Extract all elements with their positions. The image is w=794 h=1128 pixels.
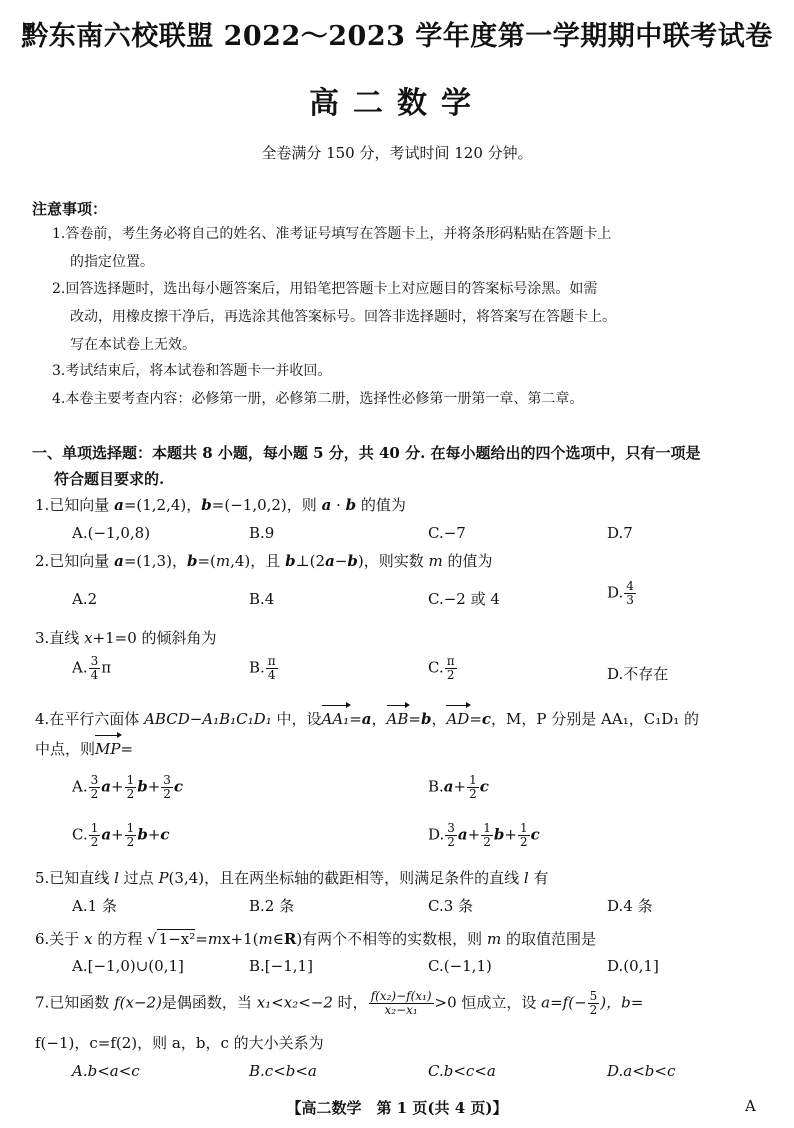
q3-option-c[interactable]: C. $\frac{\pi}{2}$: [428, 654, 455, 682]
question-4: 4.在平行六面体 ABCD−A₁B₁C₁D₁ 中，设AA₁=a，AB=b，AD=c，M，P 分别是 AA₁，C₁D₁ 的: [35, 710, 700, 728]
q2-option-b[interactable]: B.4: [249, 590, 275, 608]
q6-option-a[interactable]: A.[−1,0)∪(0,1]: [72, 957, 184, 975]
question-6: 6.关于 x 的方程 √ 1−x²=mx+1(m∈R)有两个不相等的实数根，则 m 的取值范围是: [35, 930, 596, 948]
q2-option-a[interactable]: A.2: [72, 590, 98, 608]
question-1: 1.已知向量 a=(1,2,4)，b=(−1,0,2)，则 a · b 的值为: [35, 496, 406, 514]
section-line-1: 一、单项选择题：本题共 8 小题，每小题 5 分，共 40 分. 在每小题给出的四个选项中，只有一项是: [32, 444, 701, 462]
q5-option-c[interactable]: C.3 条: [428, 897, 474, 915]
section-line-2: 符合题目要求的.: [54, 470, 165, 488]
q7-option-c[interactable]: C.b<c<a: [428, 1062, 496, 1080]
q4-option-d[interactable]: D. $\frac{3}{2}$ a+ $\frac{1}{2}$ b+ $\frac{1}{2}$ c: [428, 821, 540, 849]
question-3: 3.直线 x+1=0 的倾斜角为: [35, 629, 217, 647]
page-footer: 【高二数学 第 1 页(共 4 页)】: [286, 1099, 508, 1117]
q7-option-d[interactable]: D.a<b<c: [607, 1062, 676, 1080]
q2-option-c[interactable]: C.−2 或 4: [428, 590, 500, 608]
q5-option-a[interactable]: A.1 条: [72, 897, 117, 915]
q1-option-a[interactable]: A.(−1,0,8): [72, 524, 151, 542]
notes-heading: 注意事项：: [32, 200, 108, 218]
q7-option-a[interactable]: A.b<a<c: [72, 1062, 140, 1080]
note-1-line-1: 1.答卷前，考生务必将自己的姓名、准考证号填写在答题卡上，并将条形码粘贴在答题卡上: [52, 226, 612, 242]
note-3-line-1: 3.考试结束后，将本试卷和答题卡一并收回。: [52, 363, 332, 379]
q4-option-b[interactable]: B.a+ $\frac{1}{2}$ c: [428, 773, 489, 801]
question-2: 2.已知向量 a=(1,3)，b=(m,4)，且 b⊥(2a−b)，则实数 m 的值为: [35, 552, 493, 570]
q6-option-c[interactable]: C.(−1,1): [428, 957, 492, 975]
note-2-line-3: 写在本试卷上无效。: [70, 337, 196, 353]
q4-option-a[interactable]: A. $\frac{3}{2}$ a+ $\frac{1}{2}$ b+ $\frac{3}{2}$ c: [72, 773, 184, 801]
q5-option-b[interactable]: B.2 条: [249, 897, 295, 915]
q7-option-b[interactable]: B.c<b<a: [249, 1062, 317, 1080]
note-4-line-1: 4.本卷主要考查内容：必修第一册，必修第二册，选择性必修第一册第一章、第二章。: [52, 391, 584, 407]
note-2-line-1: 2.回答选择题时，选出每小题答案后，用铅笔把答题卡上对应题目的答案标号涂黑。如需: [52, 281, 598, 297]
note-1-line-2: 的指定位置。: [70, 254, 154, 270]
q6-option-d[interactable]: D.(0,1]: [607, 957, 659, 975]
note-1: [52, 220, 770, 276]
question-7-line-2: f(−1)，c=f(2)，则 a，b，c 的大小关系为: [35, 1034, 324, 1052]
exam-title: 黔东南六校联盟 2022～2023 学年度第一学期期中联考试卷: [21, 21, 773, 52]
question-4-line-2: 中点，则MP=: [35, 740, 134, 758]
question-7: 7.已知函数 f(x−2)是偶函数，当 x₁<x₂<−2 时， $\frac{\text{f(x₂)−f(x₁)}}{\text{x₂−x₁}}$ >0 恒成立，设 a=f(− $\frac{5}{2}$ )，b=: [35, 989, 644, 1017]
q1-option-c[interactable]: C.−7: [428, 524, 466, 542]
q4-option-c[interactable]: C. $\frac{1}{2}$ a+ $\frac{1}{2}$ b+c: [72, 821, 170, 849]
question-5: 5.已知直线 l 过点 P(3,4)，且在两坐标轴的截距相等，则满足条件的直线 l 有: [35, 869, 549, 887]
q3-option-d[interactable]: D.不存在: [607, 665, 669, 683]
note-2-line-2: 改动，用橡皮擦干净后，再选涂其他答案标号。回答非选择题时，将答案写在答题卡上。: [70, 309, 616, 325]
q3-option-b[interactable]: B. $\frac{\pi}{4}$: [249, 654, 276, 682]
q2-option-d[interactable]: D. $\frac{4}{3}$: [607, 579, 634, 607]
q5-option-d[interactable]: D.4 条: [607, 897, 653, 915]
note-3: [52, 357, 770, 385]
q1-option-d[interactable]: D.7: [607, 524, 633, 542]
version-label: A: [745, 1097, 756, 1115]
score-time-line: 全卷满分 150 分，考试时间 120 分钟。: [261, 144, 533, 162]
note-2: [52, 275, 770, 359]
subject-title: 高二数学: [309, 86, 485, 121]
q3-option-a[interactable]: A. $\frac{3}{4}$ π: [72, 654, 112, 682]
q1-option-b[interactable]: B.9: [249, 524, 275, 542]
section-heading: [32, 440, 772, 492]
q6-option-b[interactable]: B.[−1,1]: [249, 957, 313, 975]
note-4: [52, 385, 770, 413]
